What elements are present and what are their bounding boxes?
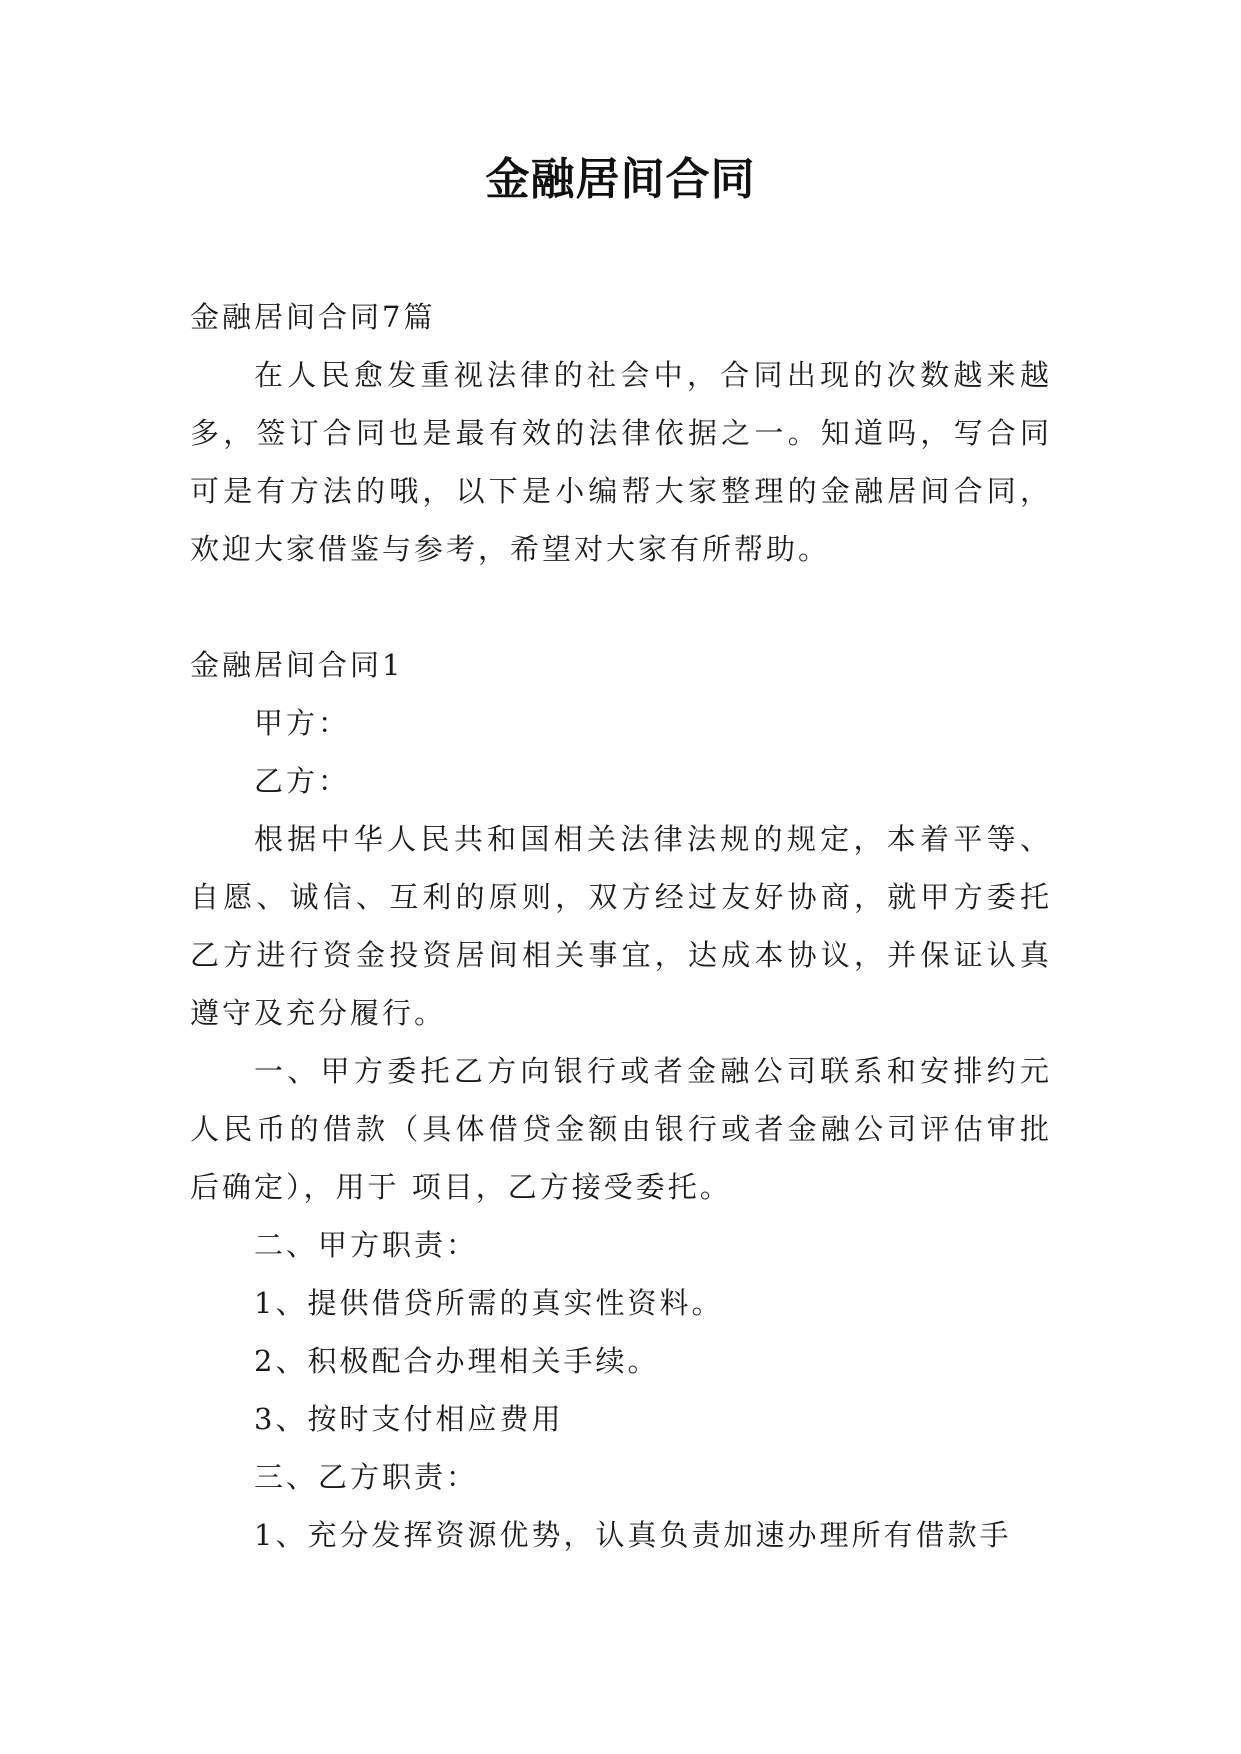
clause-two-item-2: 2、积极配合办理相关手续。 bbox=[254, 1344, 660, 1378]
preamble-paragraph: 根据中华人民共和国相关法律法规的规定，本着平等、自愿、诚信、互利的原则，双方经过友好协商，就甲方委托乙方进行资金投资居间相关事宜，达成本协议，并保证认真遵守及充分履行。 bbox=[190, 822, 1052, 1030]
clause-two-item-3: 3、按时支付相应费用 bbox=[254, 1402, 564, 1436]
section-heading: 金融居间合同1 bbox=[190, 648, 404, 682]
clause-three-heading: 三、乙方职责： bbox=[254, 1460, 479, 1494]
clause-one-paragraph: 一、甲方委托乙方向银行或者金融公司联系和安排约元人民币的借款（具体借贷金额由银行或者金融公司评估审批后确定），用于 项目，乙方接受委托。 bbox=[190, 1054, 1052, 1204]
document-body bbox=[190, 288, 1052, 1564]
party-a-line: 甲方： bbox=[254, 706, 351, 740]
paragraph-spacer bbox=[190, 578, 1052, 636]
clause-two-heading: 二、甲方职责： bbox=[254, 1228, 479, 1262]
clause-two-item-1: 1、提供借贷所需的真实性资料。 bbox=[254, 1286, 724, 1320]
clause-three-item-1: 1、充分发挥资源优势，认真负责加速办理所有借款手 bbox=[254, 1518, 1012, 1552]
intro-paragraph: 在人民愈发重视法律的社会中，合同出现的次数越来越多，签订合同也是最有效的法律依据之一。知道吗，写合同可是有方法的哦，以下是小编帮大家整理的金融居间合同，欢迎大家借鉴与参考，希望对大家有所帮助。 bbox=[190, 358, 1052, 566]
document-title: 金融居间合同 bbox=[485, 154, 756, 205]
subtitle-line: 金融居间合同7篇 bbox=[190, 300, 436, 334]
party-b-line: 乙方： bbox=[254, 764, 351, 798]
